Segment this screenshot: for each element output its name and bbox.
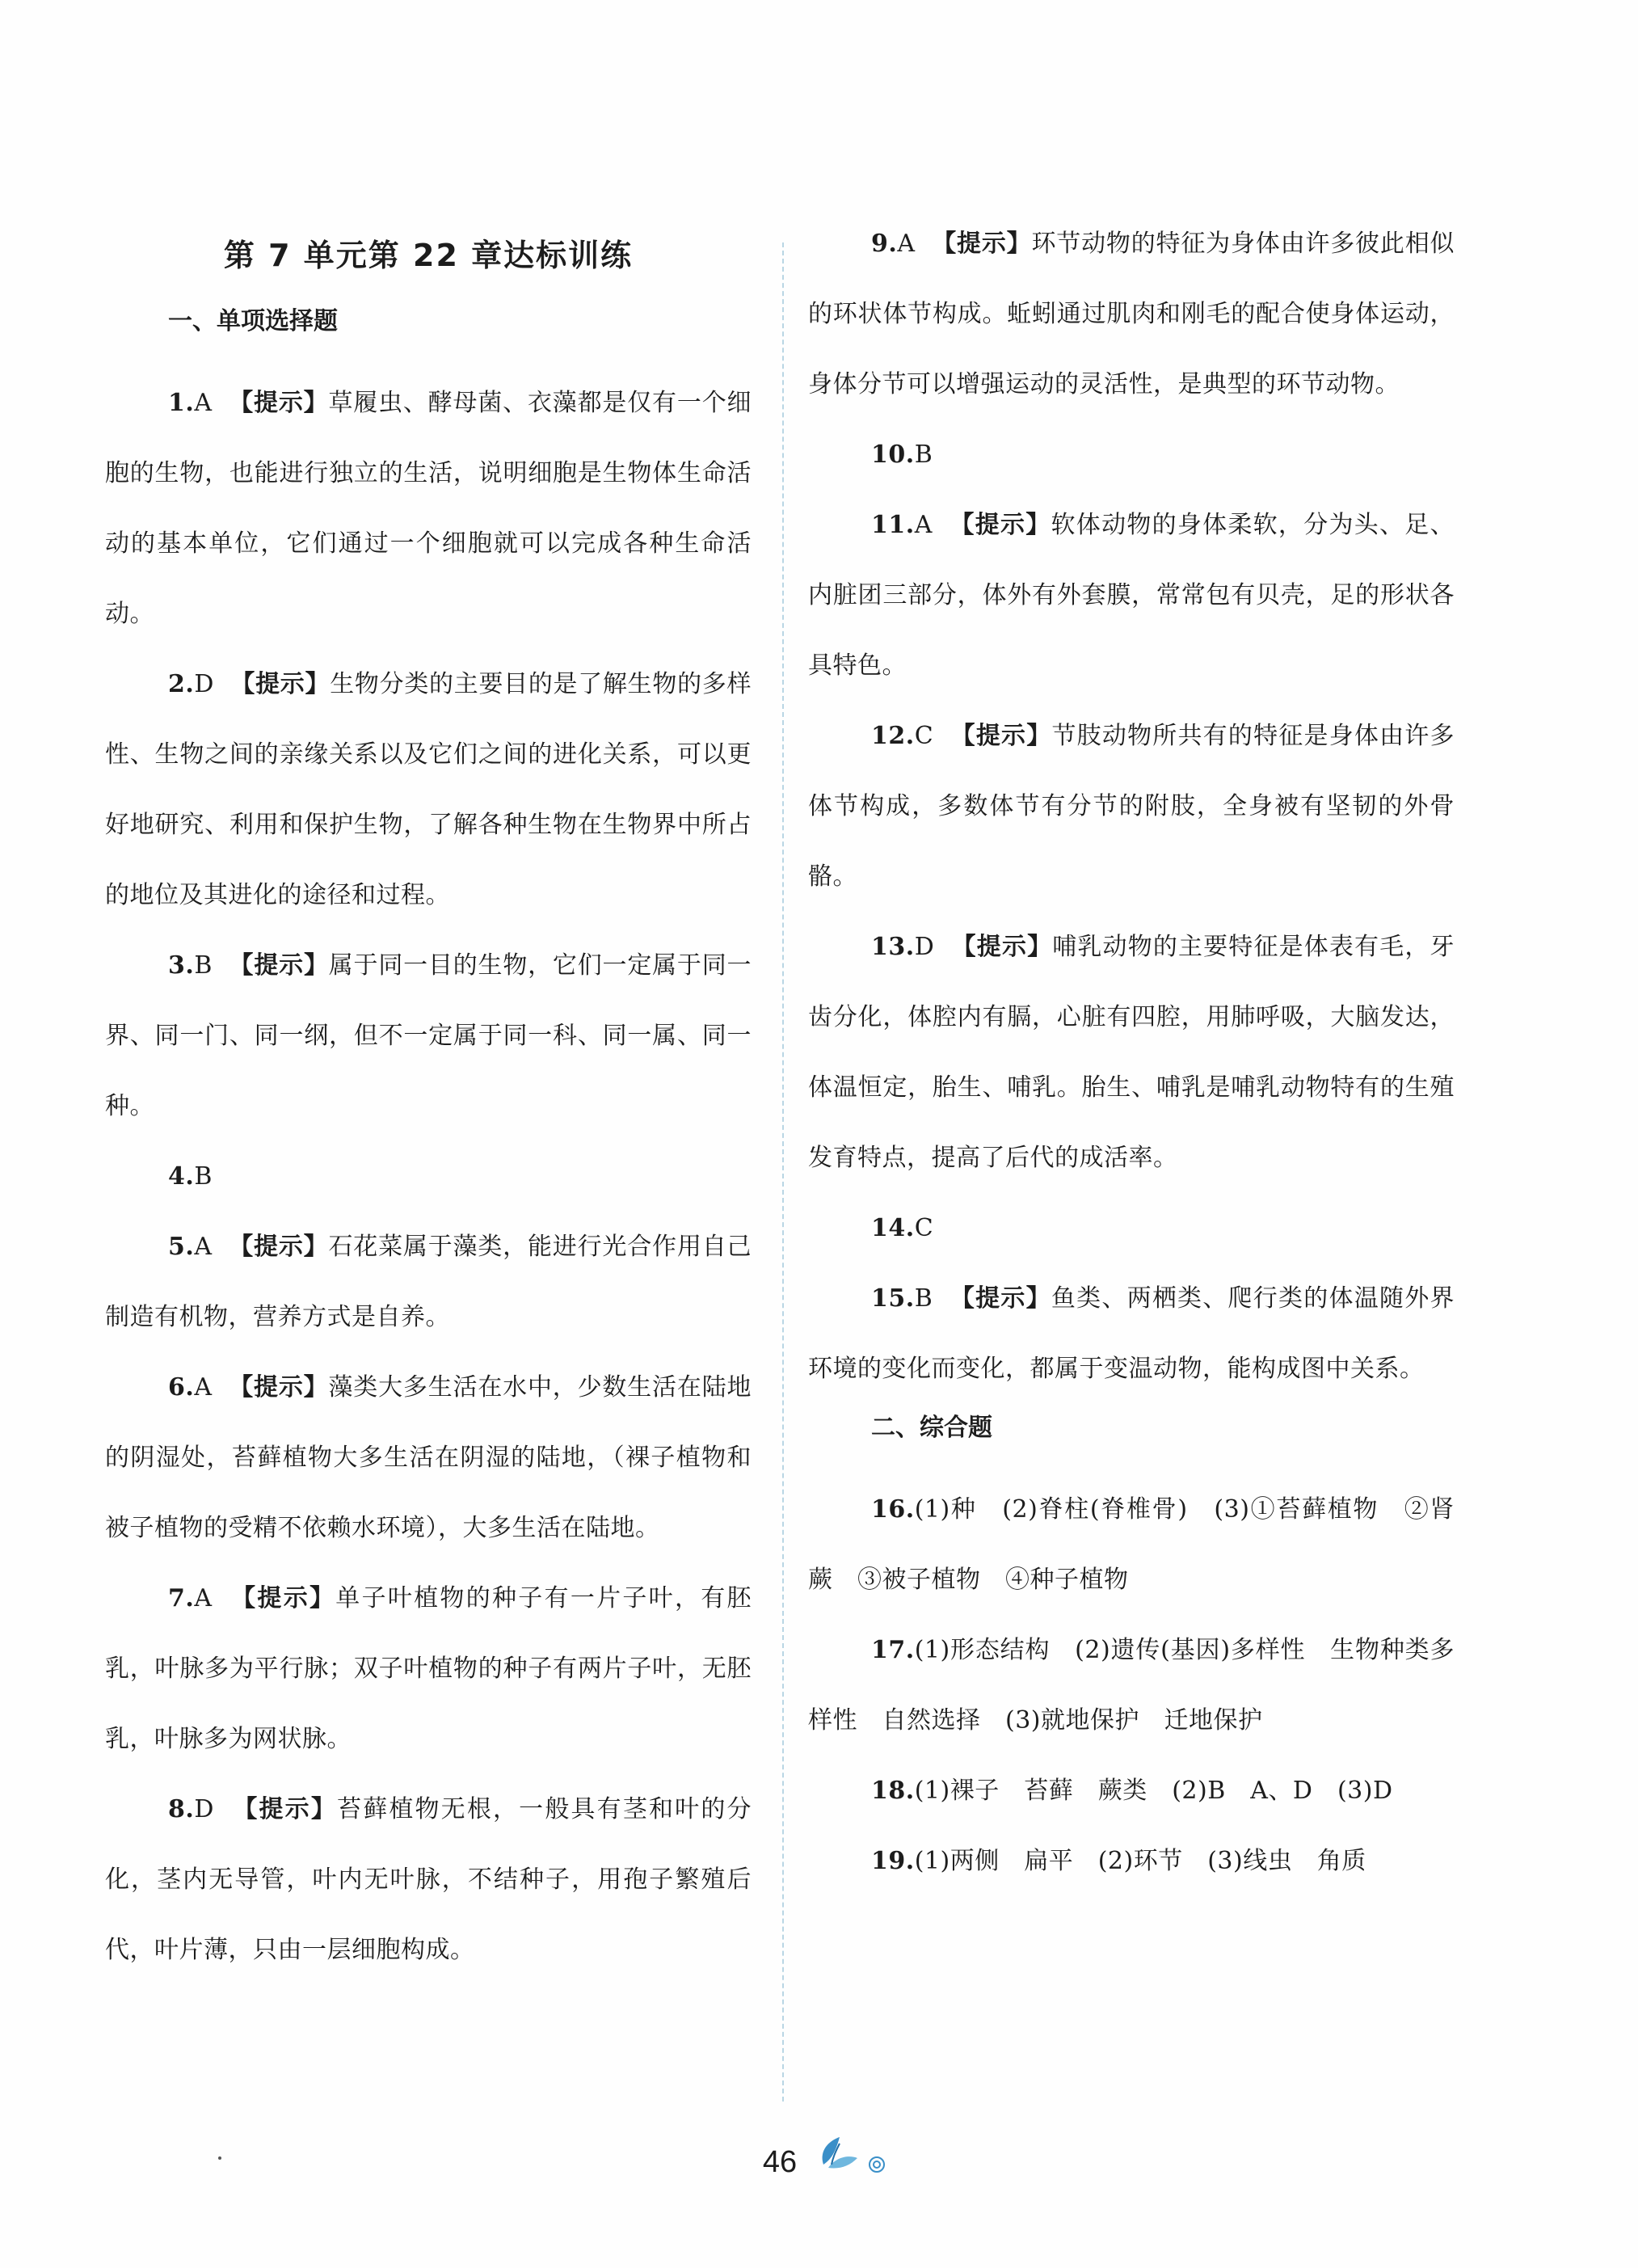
- answer-item: [808, 912, 1455, 1193]
- question-number: 10.: [871, 441, 915, 469]
- answer-item: [105, 368, 752, 649]
- hint-text: 草履虫、酵母菌、衣藻都是仅有一个细胞的生物，也能进行独立的生活，说明细胞是生物体生命活动的基本单位，它们通过一个细胞就可以完成各种生命活动。: [105, 389, 752, 628]
- column-divider: [782, 242, 784, 2101]
- hint-text: 环节动物的特征为身体由许多彼此相似的环状体节构成。蚯蚓通过肌肉和刚毛的配合使身体运动，身体分节可以增强运动的灵活性，是典型的环节动物。: [808, 230, 1455, 398]
- answer-item: [105, 649, 752, 930]
- answer-text: (1)种 (2)脊柱(脊椎骨) (3)①苔藓植物 ②肾蕨 ③被子植物 ④种子植物: [808, 1495, 1455, 1594]
- answer-letter: D: [194, 1795, 214, 1823]
- question-number: 14.: [871, 1214, 915, 1242]
- question-number: 13.: [871, 933, 915, 961]
- hint-text: 苔藓植物无根，一般具有茎和叶的分化，茎内无导管，叶内无叶脉，不结种子，用孢子繁殖后代，叶片薄，只由一层细胞构成。: [105, 1795, 752, 1964]
- answer-letter: B: [194, 1162, 213, 1191]
- answer-text: (1)裸子 苔藓 蕨类 (2)B A、D (3)D: [914, 1777, 1393, 1805]
- answer-letter: A: [194, 1233, 213, 1261]
- question-number: 12.: [871, 722, 915, 750]
- hint-text: 节肢动物所共有的特征是身体由许多体节构成，多数体节有分节的附肢，全身被有坚韧的外骨骼。: [808, 722, 1455, 891]
- hint-text: 属于同一目的生物，它们一定属于同一界、同一门、同一纲，但不一定属于同一科、同一属、同一种。: [105, 951, 752, 1120]
- answer-letter: A: [897, 230, 916, 258]
- question-number: 9.: [871, 230, 898, 258]
- answer-letter: C: [914, 1214, 934, 1242]
- hint-text: 哺乳动物的主要特征是体表有毛，牙齿分化，体腔内有膈，心脏有四腔，用肺呼吸，大脑发达，体温恒定，胎生、哺乳。胎生、哺乳是哺乳动物特有的生殖发育特点，提高了后代的成活率。: [808, 933, 1455, 1172]
- answer-letter: B: [914, 441, 933, 469]
- comprehensive-answer-list: [808, 1474, 1455, 1896]
- question-number: 17.: [871, 1636, 915, 1664]
- answer-item: [105, 1563, 752, 1774]
- comprehensive-item: [808, 1826, 1455, 1896]
- question-number: 4.: [168, 1162, 195, 1191]
- answer-letter: B: [914, 1284, 933, 1313]
- comprehensive-item: [808, 1756, 1455, 1826]
- answer-item: [105, 930, 752, 1141]
- answer-text: (1)两侧 扁平 (2)环节 (3)线虫 角质: [914, 1847, 1366, 1875]
- section-heading-choice: 一、单项选择题: [168, 307, 338, 335]
- question-number: 6.: [168, 1373, 195, 1402]
- question-number: 19.: [871, 1847, 915, 1875]
- answer-item: [105, 1774, 752, 1985]
- hint-label: 【提示】: [229, 1373, 329, 1402]
- leaf-swirl-icon: [812, 2132, 917, 2181]
- question-number: 11.: [871, 511, 915, 539]
- answer-letter: A: [194, 1373, 213, 1402]
- hint-text: 藻类大多生活在水中，少数生活在陆地的阴湿处，苔藓植物大多生活在阴湿的陆地，（裸子植物和被子植物的受精不依赖水环境），大多生活在陆地。: [105, 1373, 752, 1542]
- answer-letter: A: [194, 389, 213, 417]
- answer-letter: C: [914, 722, 934, 750]
- hint-label: 【提示】: [230, 670, 331, 698]
- answer-letter: B: [194, 951, 213, 980]
- section-heading-comprehensive: 二、综合题: [871, 1414, 992, 1442]
- question-number: 16.: [871, 1495, 915, 1524]
- comprehensive-item: [808, 1474, 1455, 1615]
- hint-label: 【提示】: [229, 1233, 329, 1261]
- hint-label: 【提示】: [932, 230, 1032, 258]
- hint-text: 生物分类的主要目的是了解生物的多样性、生物之间的亲缘关系以及它们之间的进化关系，可以更好地研究、利用和保护生物，了解各种生物在生物界中所占的地位及其进化的途径和过程。: [105, 670, 752, 909]
- question-number: 18.: [871, 1777, 915, 1805]
- answer-letter: D: [194, 670, 214, 698]
- hint-label: 【提示】: [231, 1584, 336, 1612]
- question-number: 5.: [168, 1233, 195, 1261]
- stray-dot: [218, 2156, 221, 2160]
- answer-item: [808, 209, 1455, 419]
- hint-text: 石花菜属于藻类，能进行光合作用自己制造有机物，营养方式是自养。: [105, 1233, 752, 1331]
- answer-item: [808, 1263, 1455, 1404]
- question-number: 2.: [168, 670, 195, 698]
- hint-label: 【提示】: [229, 951, 329, 980]
- answer-letter: A: [194, 1584, 213, 1612]
- answer-letter: D: [914, 933, 935, 961]
- left-column: [105, 209, 752, 1985]
- question-number: 3.: [168, 951, 195, 980]
- answer-letter: A: [914, 511, 933, 539]
- hint-label: 【提示】: [233, 1795, 337, 1823]
- answer-item: [105, 1352, 752, 1563]
- page-title: 第 7 单元第 22 章达标训练: [223, 238, 634, 273]
- hint-label: 【提示】: [950, 1284, 1051, 1313]
- question-number: 15.: [871, 1284, 915, 1313]
- answer-item: [105, 1141, 752, 1212]
- left-answer-list: [105, 368, 752, 1985]
- hint-text: 鱼类、两栖类、爬行类的体温随外界环境的变化而变化，都属于变温动物，能构成图中关系。: [808, 1284, 1455, 1383]
- hint-text: 单子叶植物的种子有一片子叶，有胚乳，叶脉多为平行脉；双子叶植物的种子有两片子叶，无胚乳，叶脉多为网状脉。: [105, 1584, 752, 1753]
- question-number: 1.: [168, 389, 195, 417]
- hint-label: 【提示】: [950, 722, 1052, 750]
- page-number: 46: [762, 2145, 798, 2179]
- hint-label: 【提示】: [229, 389, 329, 417]
- answer-item: [808, 490, 1455, 701]
- answer-item: [105, 1212, 752, 1352]
- question-number: 8.: [168, 1795, 195, 1823]
- hint-text: 软体动物的身体柔软，分为头、足、内脏团三部分，体外有外套膜，常常包有贝壳，足的形状各具特色。: [808, 511, 1455, 680]
- answer-text: (1)形态结构 (2)遗传(基因)多样性 生物种类多样性 自然选择 (3)就地保护 迁地保护: [808, 1636, 1455, 1735]
- right-answer-list: [808, 209, 1455, 1404]
- question-number: 7.: [168, 1584, 195, 1612]
- right-column: [808, 209, 1455, 1896]
- hint-label: 【提示】: [951, 933, 1053, 961]
- answer-item: [808, 1193, 1455, 1263]
- answer-item: [808, 419, 1455, 490]
- hint-label: 【提示】: [950, 511, 1051, 539]
- comprehensive-item: [808, 1615, 1455, 1756]
- answer-item: [808, 701, 1455, 912]
